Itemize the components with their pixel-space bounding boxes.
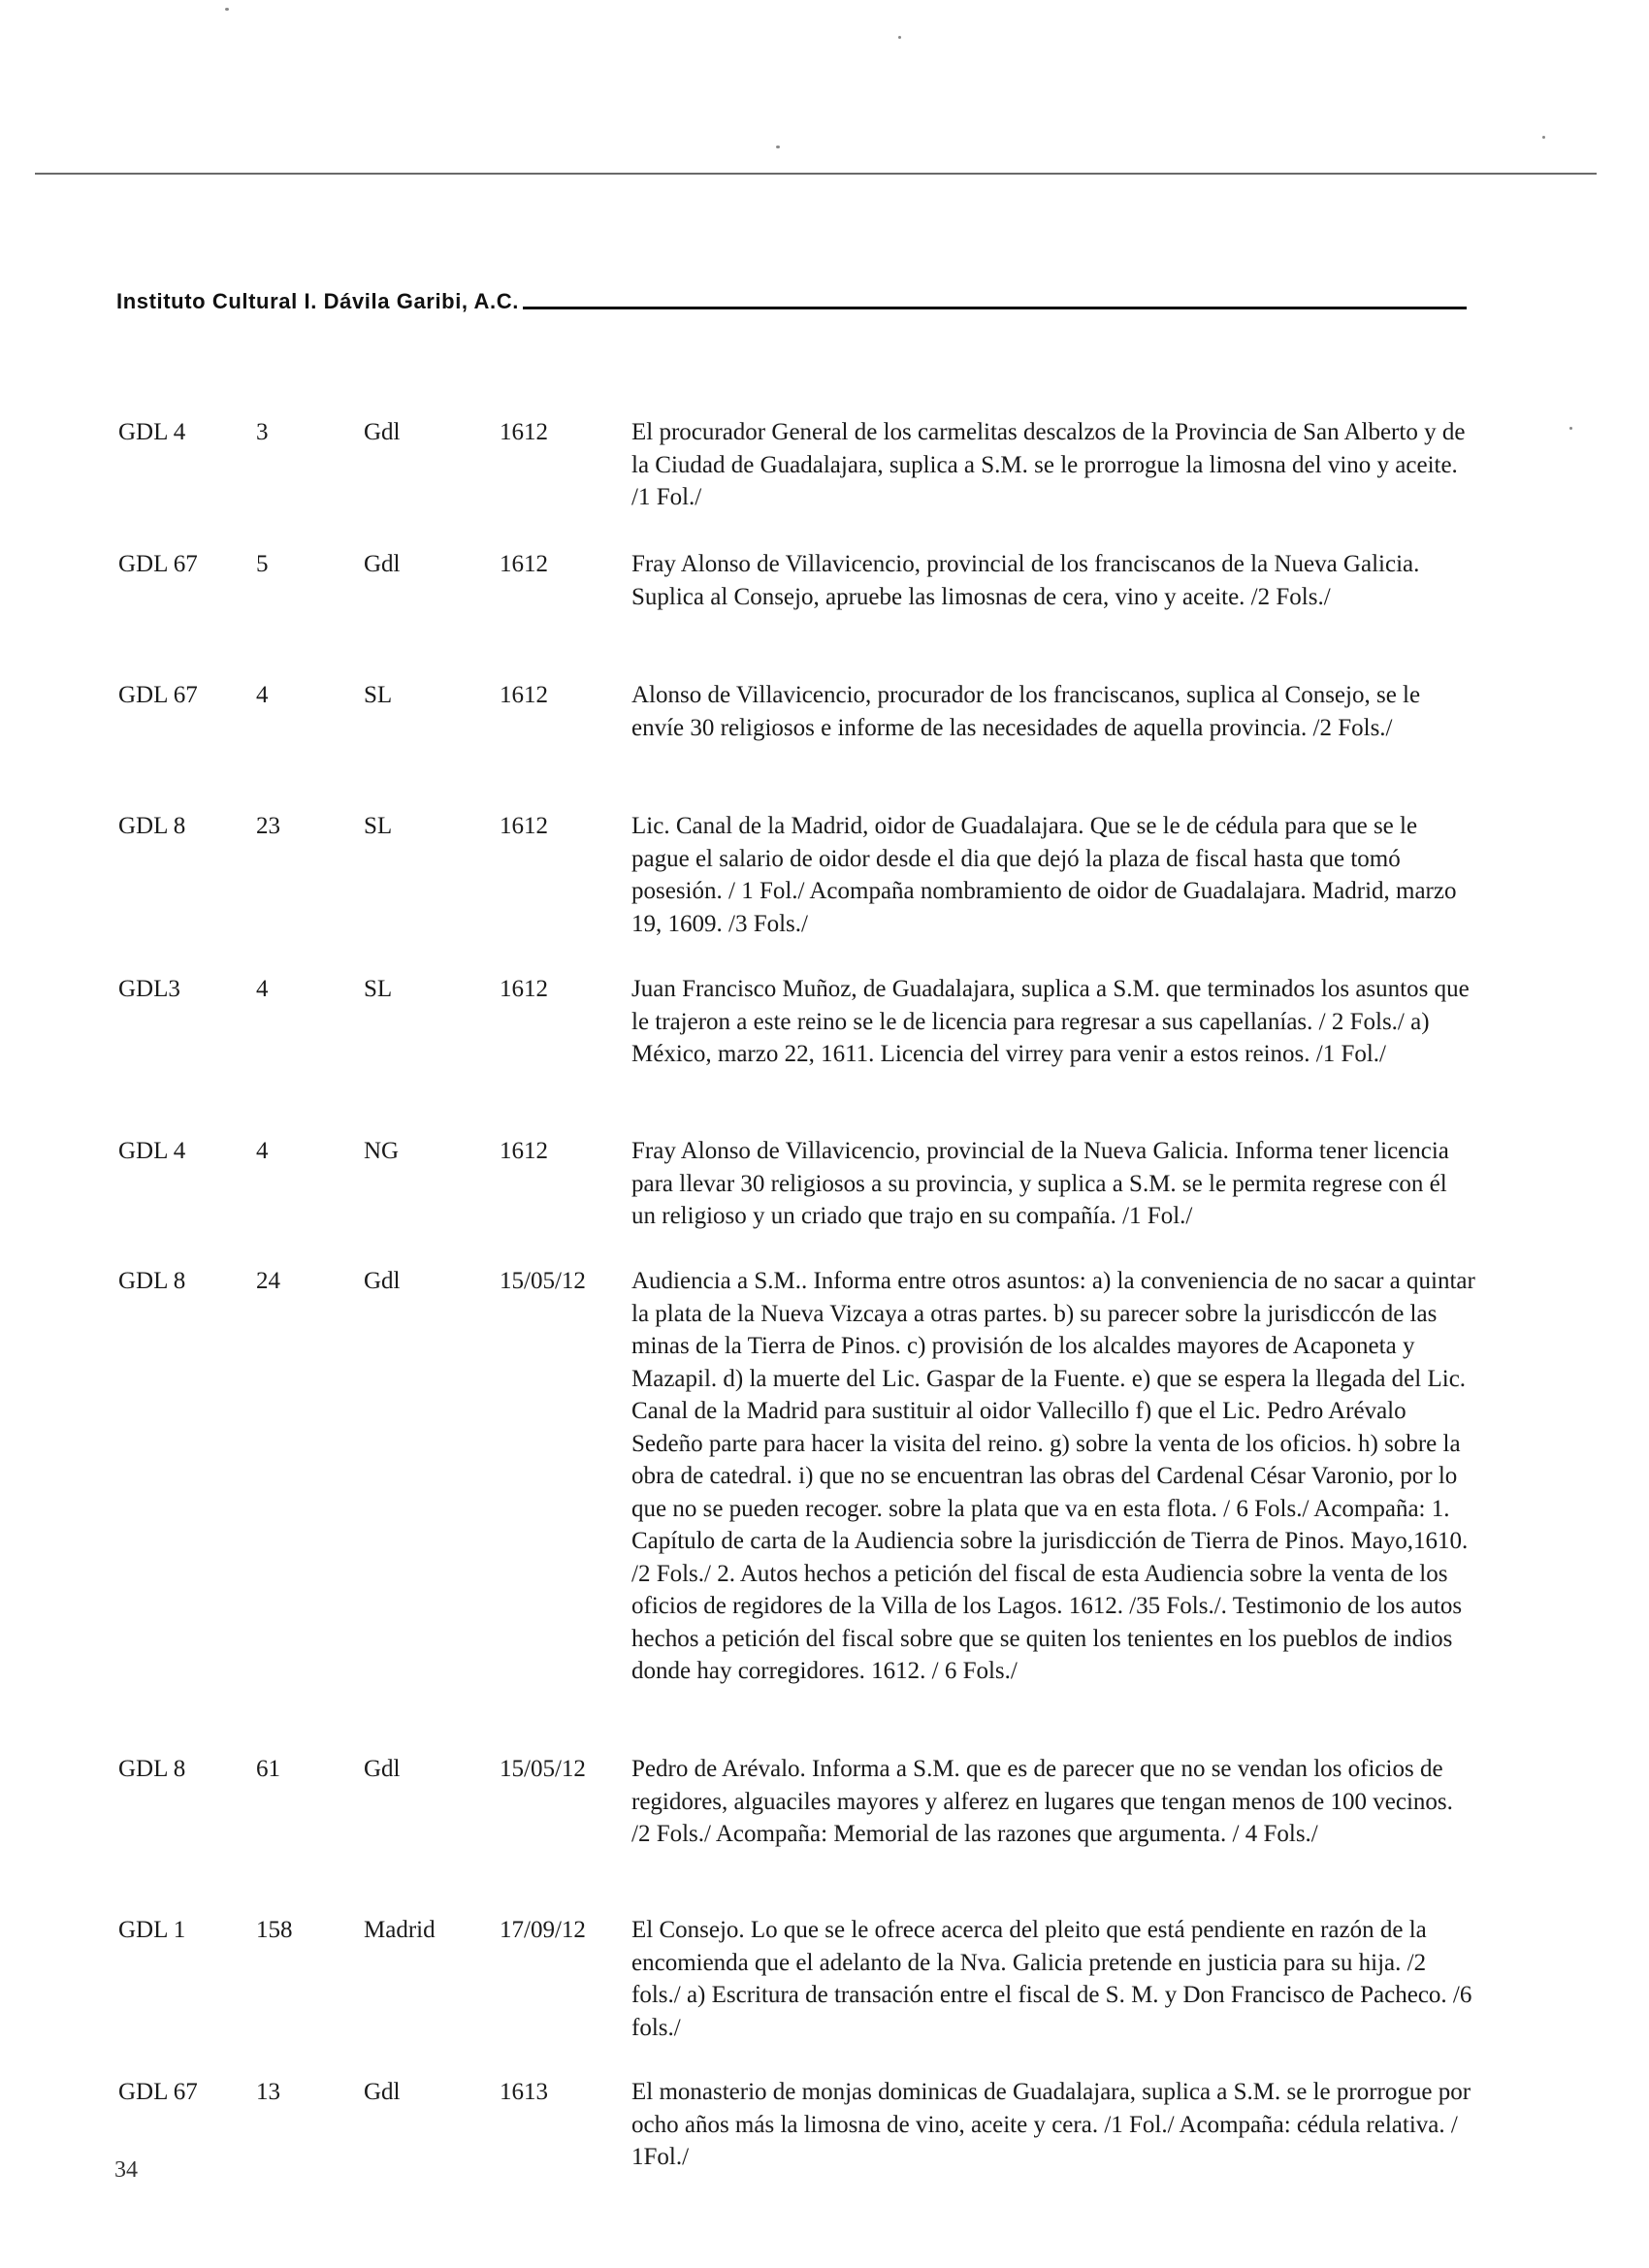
entry-number: 13 bbox=[256, 2079, 280, 2105]
entry-place: Gdl bbox=[364, 1756, 401, 1782]
page-header bbox=[116, 289, 1467, 314]
entry-place: NG bbox=[364, 1138, 400, 1164]
entry-date: 1612 bbox=[500, 813, 548, 839]
entry-ref: GDL 8 bbox=[118, 1268, 186, 1294]
entry-date: 1612 bbox=[500, 1138, 548, 1164]
entry-ref: GDL 67 bbox=[118, 2079, 198, 2105]
entry-number: 24 bbox=[256, 1268, 280, 1294]
page-number: 34 bbox=[114, 2157, 138, 2183]
scan-speck bbox=[1542, 136, 1545, 139]
entry-description: Lic. Canal de la Madrid, oidor de Guadalajara. Que se le de cédula para que se le pague el salario de oidor desde el dia que dejó la plaza de fiscal hasta que tomó posesión. / 1 Fol./ Acompaña nombramiento de oidor de Guadalajara. Madrid, marzo 19, 1609. /3 Fols./ bbox=[631, 813, 1457, 937]
entry-description: Alonso de Villavicencio, procurador de los franciscanos, suplica al Consejo, se le envíe 30 religiosos e informe de las necesidades de aquella provincia. /2 Fols./ bbox=[631, 682, 1421, 741]
entry-date: 1613 bbox=[500, 2079, 548, 2105]
scan-speck bbox=[1569, 427, 1572, 430]
scan-speck bbox=[898, 36, 901, 39]
entry-date: 17/09/12 bbox=[500, 1917, 586, 1943]
entry-place: Gdl bbox=[364, 1268, 401, 1294]
scan-speck bbox=[225, 8, 229, 11]
entry-number: 3 bbox=[256, 419, 269, 445]
entry-description: Juan Francisco Muñoz, de Guadalajara, suplica a S.M. que terminados los asuntos que le trajeron a este reino se le de licencia para regresar a sus capellanías. / 2 Fols./ a) México, marzo 22, 1611. Licencia del virrey para venir a estos reinos. /1 Fol./ bbox=[631, 976, 1470, 1067]
entry-date: 1612 bbox=[500, 551, 548, 577]
entry-description: El Consejo. Lo que se le ofrece acerca del pleito que está pendiente en razón de la encomienda que el adelanto de la Nva. Galicia pretende en justicia para su hija. /2 fols./ a) Escritura de transación entre el fiscal de S. M. y Don Francisco de Pacheco. /6 fols./ bbox=[631, 1917, 1472, 2041]
entry-description: Audiencia a S.M.. Informa entre otros asuntos: a) la conveniencia de no sacar a quintar la plata de la Nueva Vizcaya a otras partes. b) su parecer sobre la jurisdiccón de las minas de la Tierra de Pinos. c) provisión de los alcaldes mayores de Acaponeta y Mazapil. d) la muerte del Lic. Gaspar de la Fuente. e) que se espera la llegada del Lic. Canal de la Madrid para sustituir al oidor Vallecillo f) que el Lic. Pedro Arévalo Sedeño parte para hacer la visita del reino. g) sobre la venta de los oficios. h) sobre la obra de catedral. i) que no se encuentran las obras del Cardenal César Varonio, por lo que no se pueden recoger. sobre la plata que va en esta flota. / 6 Fols./ Acompaña: 1. Capítulo de carta de la Audiencia sobre la jurisdicción de Tierra de Pinos. Mayo,1610. /2 Fols./ 2. Autos hechos a petición del fiscal de esta Audiencia sobre la venta de los oficios de regidores de la Villa de los Lagos. 1612. /35 Fols./. Testimonio de los autos hechos a petición del fiscal sobre que se quiten los tenientes en los pueblos de indios donde hay corregidores. 1612. / 6 Fols./ bbox=[631, 1268, 1475, 1684]
entry-number: 61 bbox=[256, 1756, 280, 1782]
entry-ref: GDL 8 bbox=[118, 1756, 186, 1782]
entry-place: SL bbox=[364, 976, 393, 1002]
entry-ref: GDL 67 bbox=[118, 551, 198, 577]
entry-place: Gdl bbox=[364, 419, 401, 445]
entry-ref: GDL 4 bbox=[118, 419, 186, 445]
entry-place: Gdl bbox=[364, 551, 401, 577]
entry-number: 23 bbox=[256, 813, 280, 839]
entry-date: 1612 bbox=[500, 419, 548, 445]
entry-ref: GDL 8 bbox=[118, 813, 186, 839]
entry-description: Fray Alonso de Villavicencio, provincial de la Nueva Galicia. Informa tener licencia para llevar 30 religiosos a su provincia, y suplica a S.M. se le permita regrese con él un religioso y un criado que trajo en su compañía. /1 Fol./ bbox=[631, 1138, 1449, 1229]
entry-number: 4 bbox=[256, 976, 269, 1002]
header-rule bbox=[523, 307, 1467, 309]
entry-description: Pedro de Arévalo. Informa a S.M. que es de parecer que no se vendan los oficios de regidores, alguaciles mayores y alferez en lugares que tengan menos de 100 vecinos. /2 Fols./ Acompaña: Memorial de las razones que argumenta. / 4 Fols./ bbox=[631, 1756, 1453, 1847]
entry-ref: GDL 4 bbox=[118, 1138, 186, 1164]
header-title: Instituto Cultural I. Dávila Garibi, A.C. bbox=[116, 289, 519, 313]
entry-date: 15/05/12 bbox=[500, 1756, 586, 1782]
entry-place: SL bbox=[364, 682, 393, 708]
entry-ref: GDL 67 bbox=[118, 682, 198, 708]
entry-number: 4 bbox=[256, 682, 269, 708]
entry-number: 4 bbox=[256, 1138, 269, 1164]
entry-place: Gdl bbox=[364, 2079, 401, 2105]
entry-ref: GDL 1 bbox=[118, 1917, 186, 1943]
entry-number: 158 bbox=[256, 1917, 293, 1943]
scan-speck bbox=[776, 146, 780, 148]
entry-place: Madrid bbox=[364, 1917, 436, 1943]
entry-description: El monasterio de monjas dominicas de Guadalajara, suplica a S.M. se le prorrogue por ocho años más la limosna de vino, aceite y cera. /1 Fol./ Acompaña: cédula relativa. / 1Fol./ bbox=[631, 2079, 1471, 2170]
entry-date: 1612 bbox=[500, 682, 548, 708]
entry-place: SL bbox=[364, 813, 393, 839]
entry-description: El procurador General de los carmelitas descalzos de la Provincia de San Alberto y de la Ciudad de Guadalajara, suplica a S.M. se le prorrogue la limosna del vino y aceite. /1 Fol./ bbox=[631, 419, 1466, 510]
entry-date: 15/05/12 bbox=[500, 1268, 586, 1294]
top-rule bbox=[35, 173, 1597, 175]
entry-description: Fray Alonso de Villavicencio, provincial de los franciscanos de la Nueva Galicia. Suplica al Consejo, apruebe las limosnas de cera, vino y aceite. /2 Fols./ bbox=[631, 551, 1420, 610]
entry-date: 1612 bbox=[500, 976, 548, 1002]
entry-ref: GDL3 bbox=[118, 976, 180, 1002]
entry-number: 5 bbox=[256, 551, 269, 577]
